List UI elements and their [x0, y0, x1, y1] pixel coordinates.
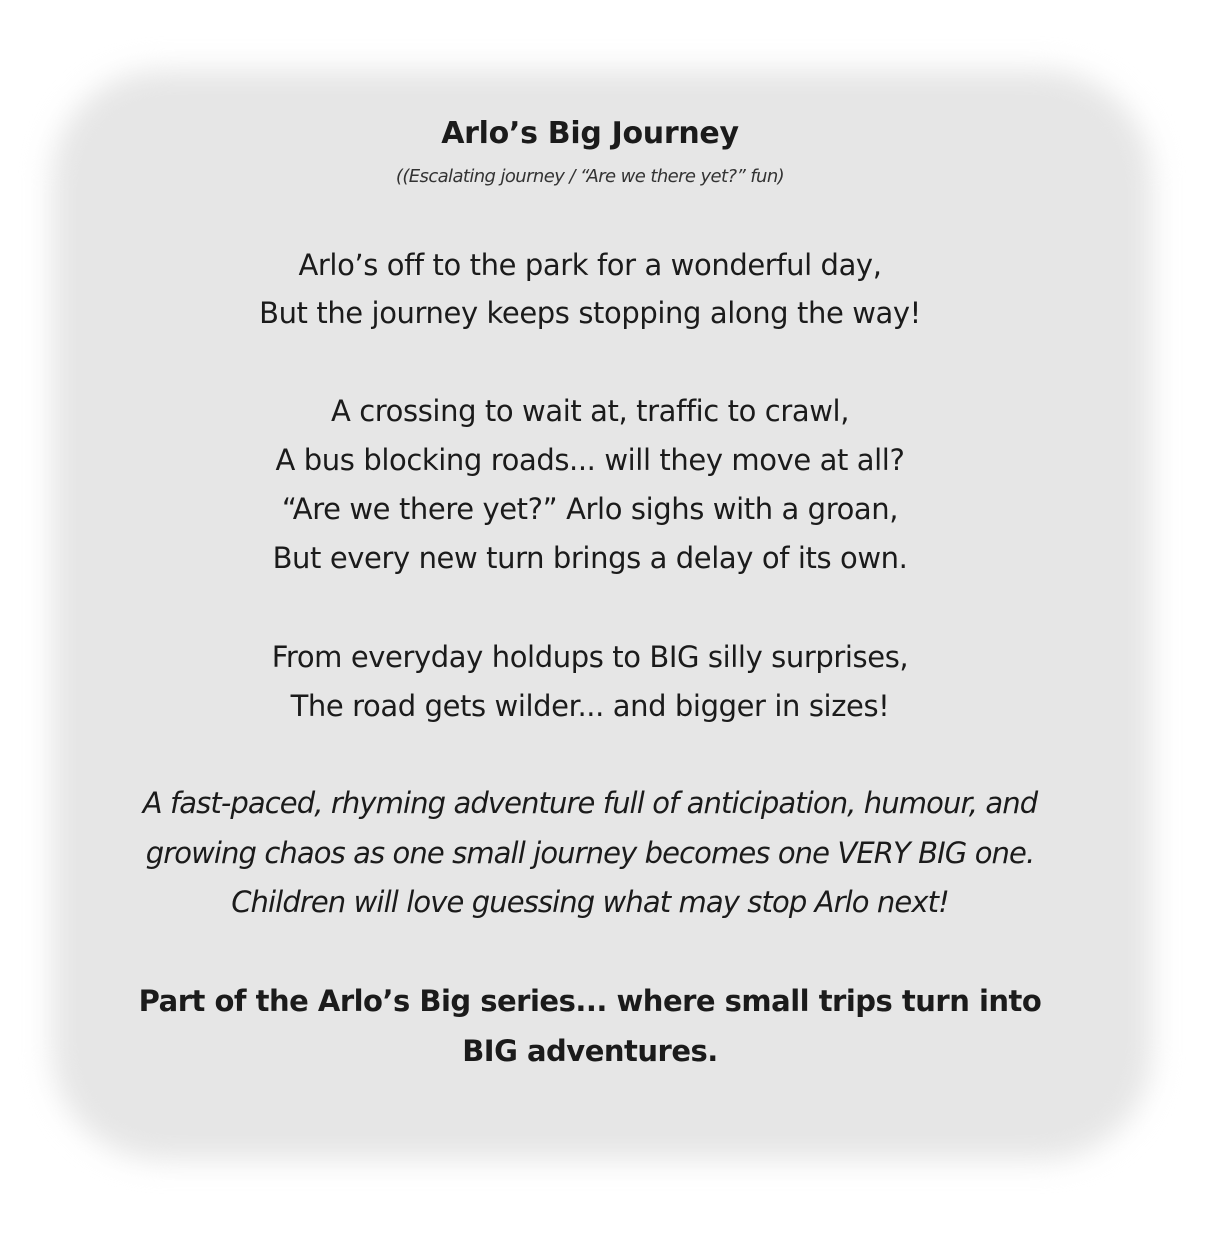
book-title: Arlo’s Big Journey [441, 116, 739, 151]
verse-line: Arlo’s off to the park for a wonderful day, [298, 248, 882, 282]
blurb-line: Children will love guessing what may stop Arlo next! [231, 885, 949, 919]
series-note-line: BIG adventures. [462, 1034, 718, 1068]
verse-line: From everyday holdups to BIG silly surprises, [271, 640, 909, 674]
verse-line: “Are we there yet?” Arlo sighs with a groan, [281, 492, 899, 526]
series-note-line: Part of the Arlo’s Big series... where small trips turn into [138, 984, 1042, 1018]
blurb-line: A fast-paced, rhyming adventure full of anticipation, humour, and [142, 786, 1038, 820]
verse-line: The road gets wilder... and bigger in sizes! [290, 689, 890, 723]
book-subtitle: ((Escalating journey / “Are we there yet?” fun) [395, 166, 785, 187]
verse-line: But every new turn brings a delay of its own. [272, 541, 908, 575]
verse-line: A crossing to wait at, traffic to crawl, [330, 394, 850, 428]
blurb-line: growing chaos as one small journey becomes one VERY BIG one. [145, 836, 1035, 870]
verse-line: A bus blocking roads... will they move at all? [275, 443, 905, 477]
verse-line: But the journey keeps stopping along the way! [259, 296, 921, 330]
